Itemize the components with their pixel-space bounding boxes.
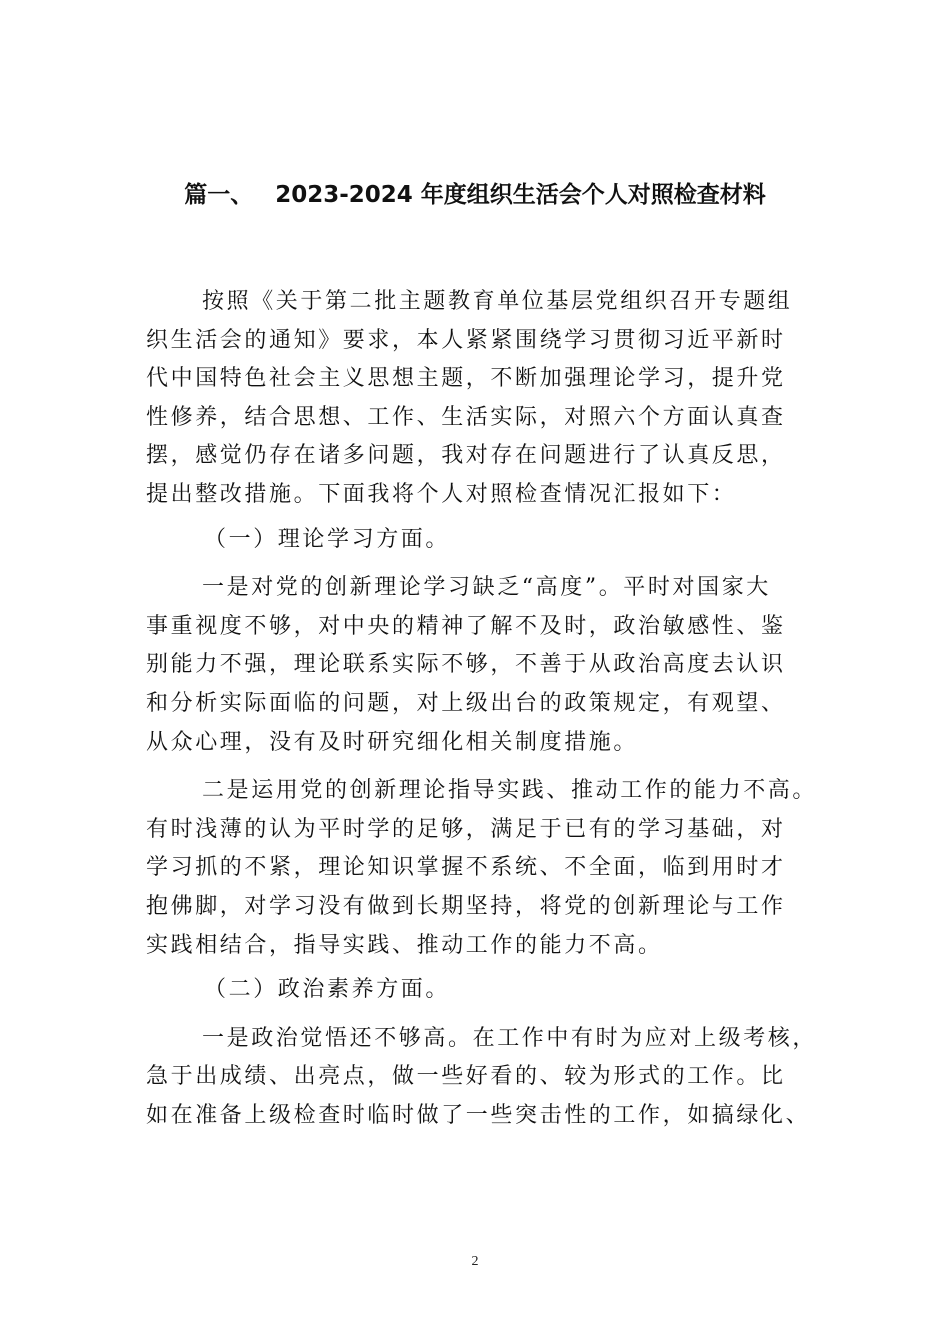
text-line: 织生活会的通知》要求，本人紧紧围绕学习贯彻习近平新时: [146, 327, 786, 353]
body-paragraph: [146, 569, 816, 762]
text-line: 和分析实际面临的问题，对上级出台的政策规定，有观望、: [146, 690, 786, 716]
text-line: 按照《关于第二批主题教育单位基层党组织召开专题组: [202, 289, 793, 314]
body-paragraph: [146, 772, 816, 965]
text-line: （一）理论学习方面。: [204, 526, 451, 552]
title-main: 2023-2024 年度组织生活会个人对照检查材料: [275, 182, 766, 208]
page-number: 2: [471, 1254, 479, 1269]
text-line: （二）政治素养方面。: [204, 977, 451, 1003]
text-line: 代中国特色社会主义思想主题，不断加强理论学习，提升党: [146, 366, 786, 392]
text-line: 二是运用党的创新理论指导实践、推动工作的能力不高。: [202, 778, 818, 804]
text-line: 实践相结合，指导实践、推动工作的能力不高。: [146, 932, 663, 958]
document-title: [0, 176, 950, 209]
section-heading: [146, 521, 816, 560]
text-line: 性修养，结合思想、工作、生活实际，对照六个方面认真查: [146, 404, 786, 430]
text-line: 提出整改措施。下面我将个人对照检查情况汇报如下：: [146, 481, 737, 507]
text-line: 别能力不强，理论联系实际不够，不善于从政治高度去认识: [146, 652, 786, 678]
text-line: 如在准备上级检查时临时做了一些突击性的工作，如搞绿化、: [146, 1102, 811, 1128]
text-line: 一是对党的创新理论学习缺乏“高度”。平时对国家大: [202, 575, 771, 601]
text-line: 摆，感觉仍存在诸多问题，我对存在问题进行了认真反思，: [146, 443, 786, 469]
text-line: 从众心理，没有及时研究细化相关制度措施。: [146, 729, 639, 755]
text-line: 抱佛脚，对学习没有做到长期坚持，将党的创新理论与工作: [146, 893, 786, 919]
title-prefix: 篇一、: [184, 182, 254, 208]
text-line: 事重视度不够，对中央的精神了解不及时，政治敏感性、鉴: [146, 613, 786, 639]
document-body: [146, 283, 816, 1135]
section-heading: [146, 971, 816, 1010]
text-line: 学习抓的不紧，理论知识掌握不系统、不全面，临到用时才: [146, 855, 786, 881]
text-line: 急于出成绩、出亮点，做一些好看的、较为形式的工作。比: [146, 1064, 786, 1090]
body-paragraph: [146, 283, 816, 515]
text-line: 一是政治觉悟还不够高。在工作中有时为应对上级考核，: [202, 1025, 818, 1051]
body-paragraph: [146, 1020, 816, 1136]
text-line: 有时浅薄的认为平时学的足够，满足于已有的学习基础，对: [146, 816, 786, 842]
